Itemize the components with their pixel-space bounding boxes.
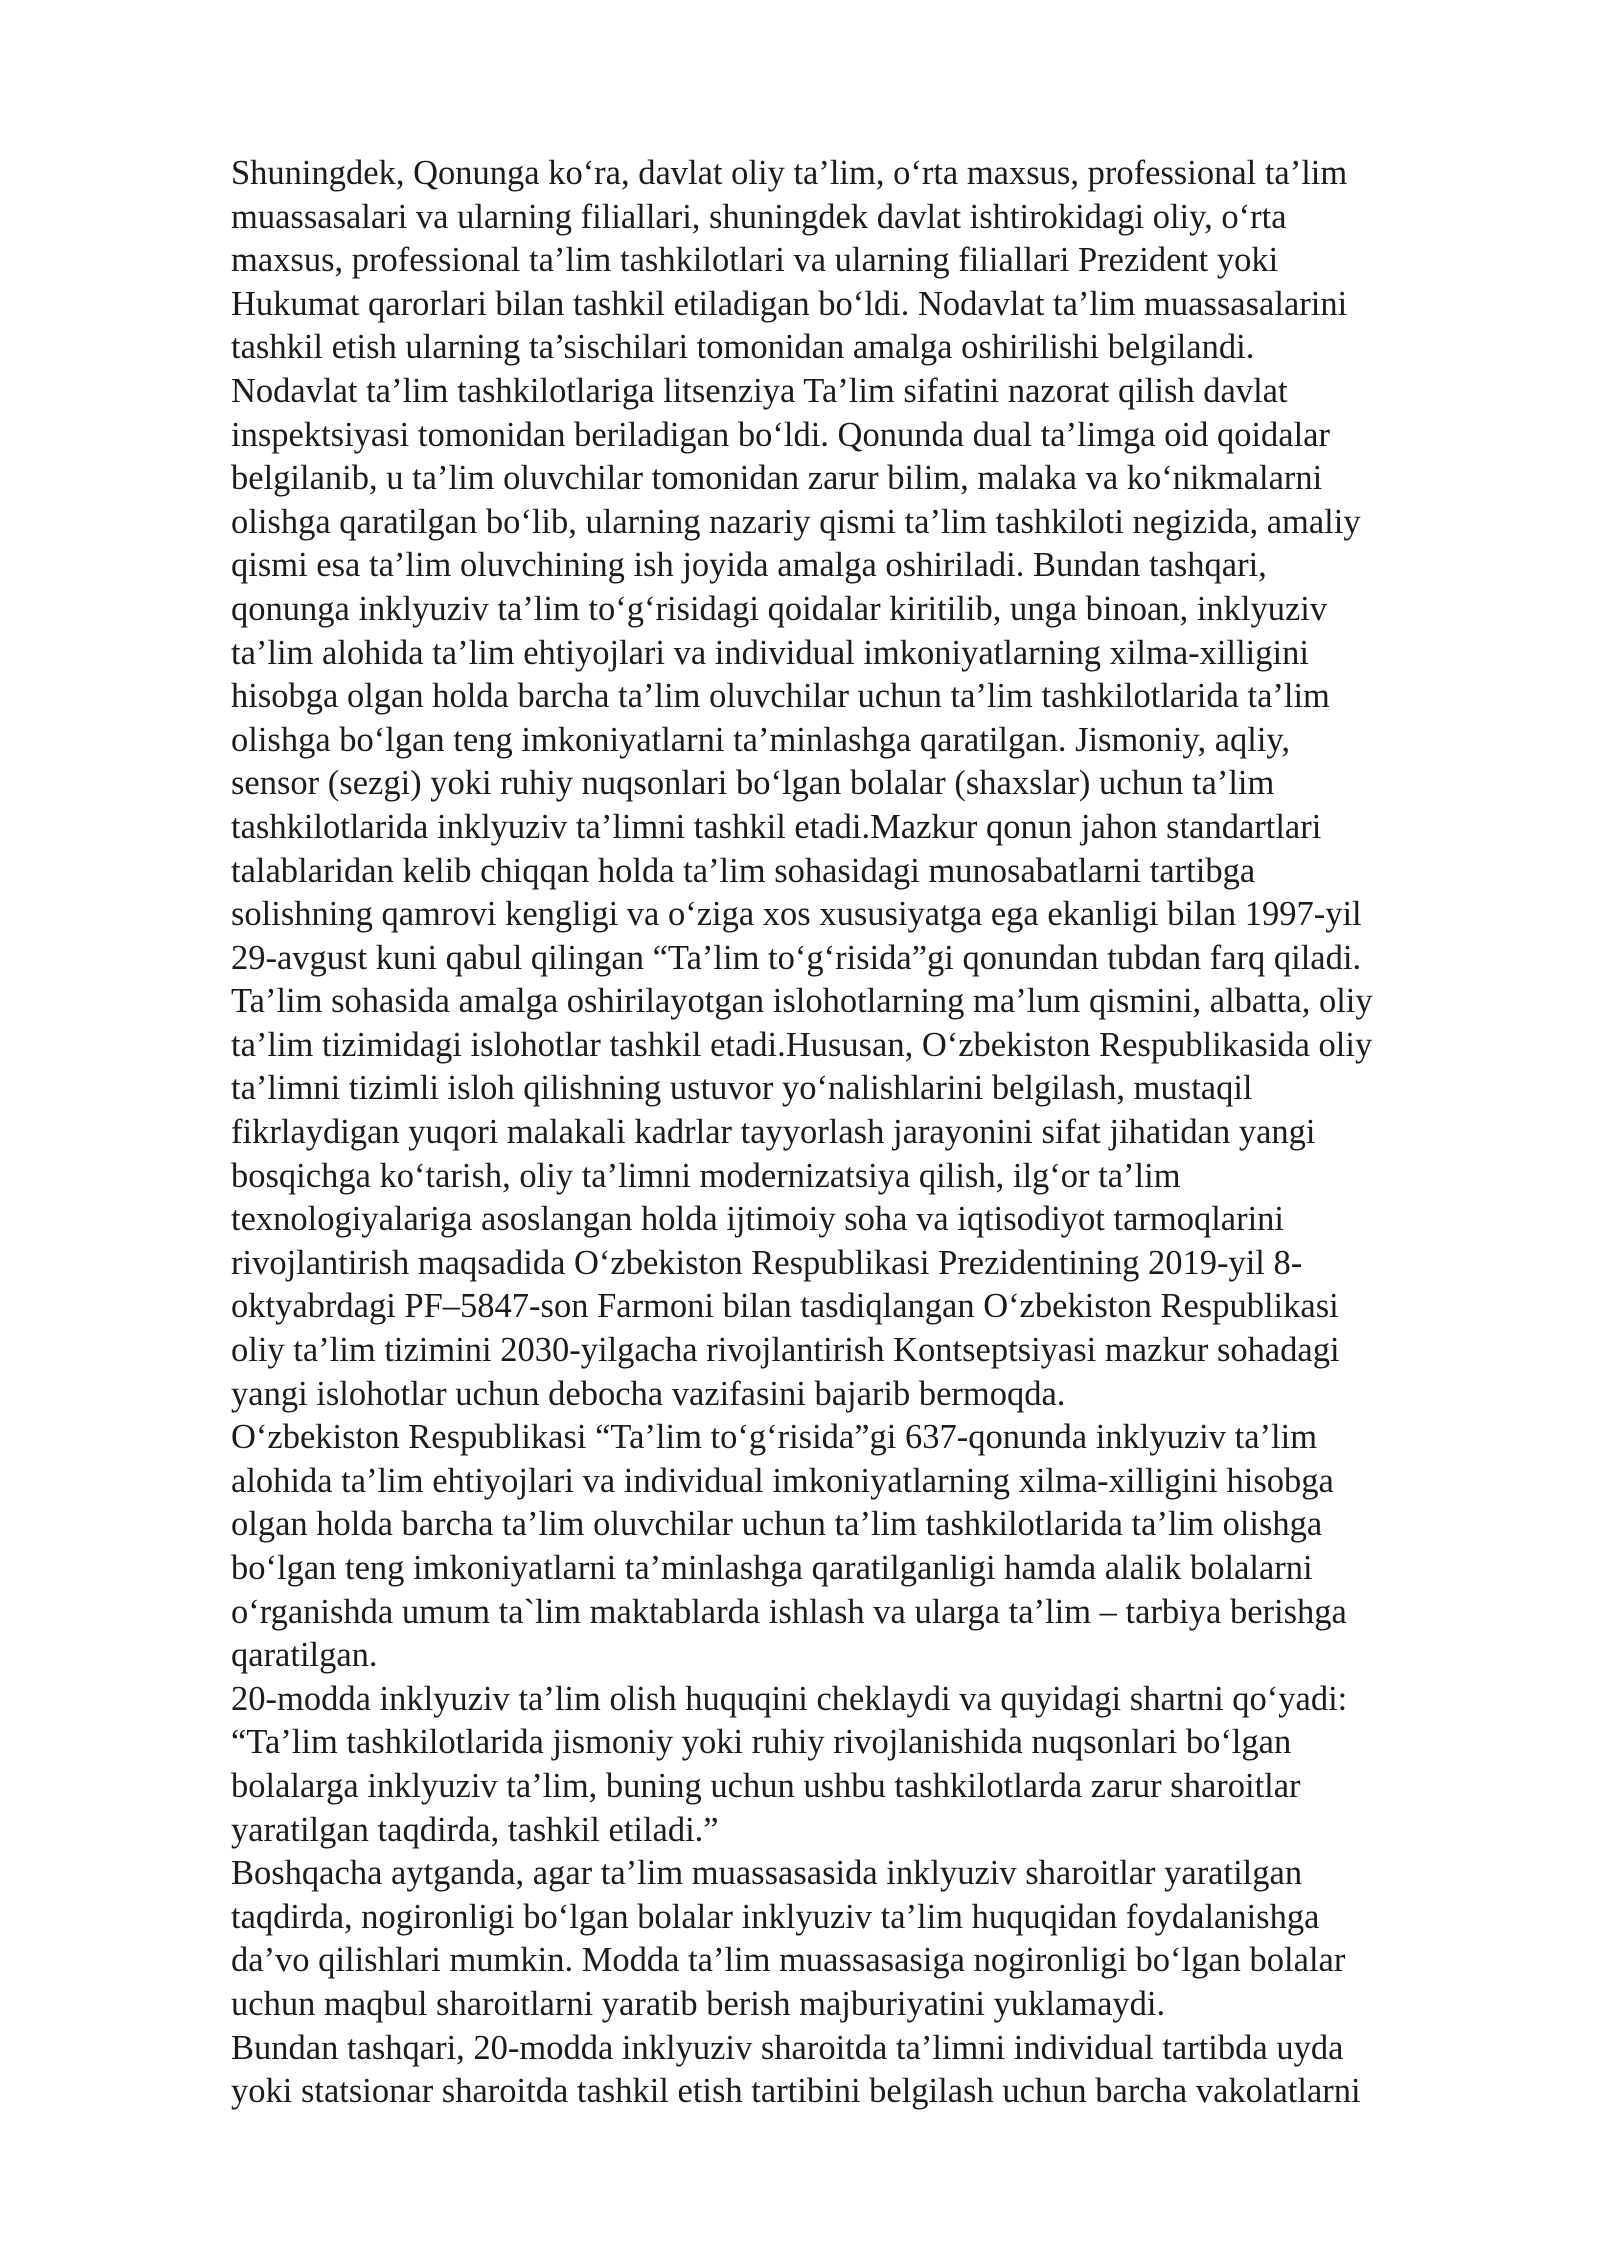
text-line: yaratilgan taqdirda, tashkil etiladi.” [231, 1810, 719, 1849]
text-line: muassasalari va ularning filiallari, shuningdek davlat ishtirokidagi oliy, o‘rta [231, 197, 1287, 236]
text-line: bo‘lgan teng imkoniyatlarni ta’minlashga qaratilganligi hamda alalik bolalarni [231, 1549, 1313, 1587]
text-line: alohida ta’lim ehtiyojlari va individual imkoniyatlarning xilma-xilligini hisobga [231, 1461, 1334, 1500]
text-line: bosqichga ko‘tarish, oliy ta’limni modernizatsiya qilish, ilg‘or ta’lim [231, 1156, 1181, 1195]
text-line: uchun maqbul sharoitlarni yaratib berish majburiyatini yuklamaydi. [231, 1984, 1166, 2023]
text-line: inspektsiyasi tomonidan beriladigan bo‘ldi. Qonunda dual ta’limga oid qoidalar [231, 415, 1330, 454]
text-line: yangi islohotlar uchun debocha vazifasini bajarib bermoqda. [231, 1374, 1066, 1413]
text-line: qaratilgan. [231, 1636, 378, 1675]
text-line: oktyabrdagi PF–5847-son Farmoni bilan tasdiqlangan O‘zbekiston Respublikasi [231, 1287, 1339, 1326]
text-line: olgan holda barcha ta’lim oluvchilar uchun ta’lim tashkilotlarida ta’lim olishga [231, 1505, 1323, 1544]
text-line: sensor (sezgi) yoki ruhiy nuqsonlari bo‘lgan bolalar (shaxslar) uchun ta’lim [231, 764, 1275, 803]
text-line: tashkilotlarida inklyuziv ta’limni tashkil etadi.Mazkur qonun jahon standartlari [231, 807, 1322, 846]
document-body [231, 152, 1511, 2114]
text-line: belgilanib, u ta’lim oluvchilar tomonidan zarur bilim, malaka va ko‘nikmalarni [231, 459, 1323, 498]
text-line: bolalarga inklyuziv ta’lim, buning uchun ushbu tashkilotlarda zarur sharoitlar [231, 1766, 1301, 1805]
text-line: Shuningdek, Qonunga ko‘ra, davlat oliy ta’lim, o‘rta maxsus, professional ta’lim [231, 154, 1348, 192]
text-line: oliy ta’lim tizimini 2030-yilgacha rivojlantirish Kontseptsiyasi mazkur sohadagi [231, 1331, 1340, 1370]
text-line: ta’lim tizimidagi islohotlar tashkil etadi.Hususan, O‘zbekiston Respublikasida oliy [231, 1025, 1373, 1064]
text-line: O‘zbekiston Respublikasi “Ta’lim to‘g‘risida”gi 637-qonunda inklyuziv ta’lim [231, 1418, 1318, 1457]
text-line: 20-modda inklyuziv ta’lim olish huquqini cheklaydi va quyidagi shartni qo‘yadi: [231, 1679, 1348, 1718]
text-line: texnologiyalariga asoslangan holda ijtimoiy soha va iqtisodiyot tarmoqlarini [231, 1200, 1285, 1239]
text-line: Nodavlat ta’lim tashkilotlariga litsenziya Ta’lim sifatini nazorat qilish davlat [231, 371, 1288, 410]
text-line: o‘rganishda umum ta`lim maktablarda ishlash va ularga ta’lim – tarbiya berishga [231, 1592, 1347, 1631]
text-line: Ta’lim sohasida amalga oshirilayotgan islohotlarning ma’lum qismini, albatta, oliy [231, 982, 1373, 1021]
text-line: Bundan tashqari, 20-modda inklyuziv sharoitda ta’limni individual tartibda uyda [231, 2028, 1344, 2067]
text-line: talablaridan kelib chiqqan holda ta’lim sohasidagi munosabatlarni tartibga [231, 851, 1256, 890]
text-line: olishga qaratilgan bo‘lib, ularning nazariy qismi ta’lim tashkiloti negizida, amaliy [231, 502, 1361, 541]
text-line: maxsus, professional ta’lim tashkilotlari va ularning filiallari Prezident yoki [231, 241, 1279, 280]
text-line: rivojlantirish maqsadida O‘zbekiston Respublikasi Prezidentining 2019-yil 8- [231, 1243, 1303, 1282]
text-line: qonunga inklyuziv ta’lim to‘g‘risidagi qoidalar kiritilib, unga binoan, inklyuziv [231, 589, 1328, 628]
text-line: olishga bo‘lgan teng imkoniyatlarni ta’minlashga qaratilgan. Jismoniy, aqliy, [231, 720, 1291, 759]
text-line: “Ta’lim tashkilotlarida jismoniy yoki ruhiy rivojlanishida nuqsonlari bo‘lgan [231, 1723, 1292, 1762]
text-line: 29-avgust kuni qabul qilingan “Ta’lim to‘g‘risida”gi qonundan tubdan farq qiladi. [231, 938, 1362, 977]
text-line: taqdirda, nogironligi bo‘lgan bolalar inklyuziv ta’lim huquqidan foydalanishga [231, 1897, 1320, 1936]
text-line: ta’limni tizimli isloh qilishning ustuvor yo‘nalishlarini belgilash, mustaqil [231, 1069, 1253, 1108]
text-line: solishning qamrovi kengligi va o‘ziga xos xususiyatga ega ekanligi bilan 1997-yil [231, 895, 1362, 934]
text-line: da’vo qilishlari mumkin. Modda ta’lim muassasasiga nogironligi bo‘lgan bolalar [231, 1941, 1346, 1980]
text-line: tashkil etish ularning ta’sischilari tomonidan amalga oshirilishi belgilandi. [231, 328, 1255, 367]
text-line: Boshqacha aytganda, agar ta’lim muassasasida inklyuziv sharoitlar yaratilgan [231, 1854, 1303, 1893]
text-line: yoki statsionar sharoitda tashkil etish tartibini belgilash uchun barcha vakolatlarni [231, 2072, 1361, 2111]
text-line: hisobga olgan holda barcha ta’lim oluvchilar uchun ta’lim tashkilotlarida ta’lim [231, 677, 1330, 716]
text-line: Hukumat qarorlari bilan tashkil etiladigan bo‘ldi. Nodavlat ta’lim muassasalarini [231, 284, 1348, 323]
text-line: qismi esa ta’lim oluvchining ish joyida amalga oshiriladi. Bundan tashqari, [231, 546, 1267, 585]
text-line: fikrlaydigan yuqori malakali kadrlar tayyorlash jarayonini sifat jihatidan yangi [231, 1113, 1316, 1152]
text-line: ta’lim alohida ta’lim ehtiyojlari va individual imkoniyatlarning xilma-xilligini [231, 633, 1309, 672]
